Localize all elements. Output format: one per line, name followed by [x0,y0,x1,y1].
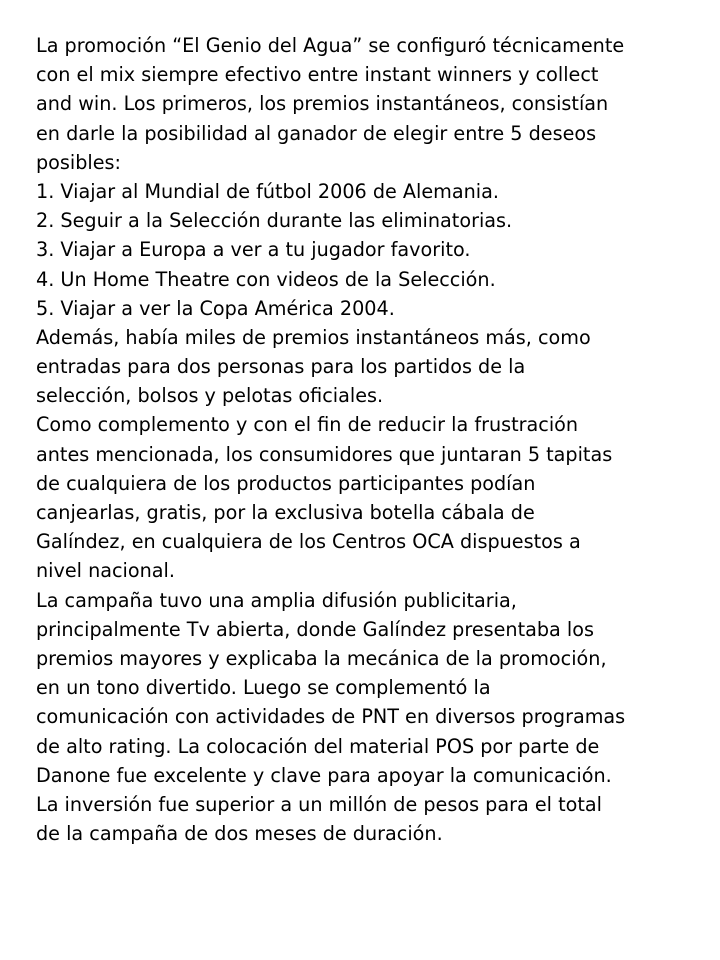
text-line: antes mencionada, los consumidores que juntaran 5 tapitas [36,442,613,466]
text-line: posibles: [36,150,122,174]
document-body [36,31,696,848]
text-line: comunicación con actividades de PNT en diversos programas [36,705,626,729]
text-line: premios mayores y explicaba la mecánica de la promoción, [36,646,607,670]
text-line: en darle la posibilidad al ganador de elegir entre 5 deseos [36,121,597,145]
text-line: nivel nacional. [36,559,175,583]
text-line: Danone fue excelente y clave para apoyar la comunicación. [36,763,612,787]
text-line: de alto rating. La colocación del material POS por parte de [36,734,600,758]
text-line: entradas para dos personas para los partidos de la [36,355,526,379]
text-line: La campaña tuvo una amplia difusión publicitaria, [36,588,517,612]
text-line: La promoción “El Genio del Agua” se configuró técnicamente [36,34,625,57]
text-line: principalmente Tv abierta, donde Galíndez presentaba los [36,617,594,641]
text-line: en un tono divertido. Luego se complementó la [36,676,491,700]
list-item-4: 4. Un Home Theatre con videos de la Selección. [36,267,496,291]
text-line: selección, bolsos y pelotas oficiales. [36,384,384,408]
text-line: de la campaña de dos meses de duración. [36,822,443,846]
text-line: canjearlas, gratis, por la exclusiva botella cábala de [36,501,535,524]
text-line: and win. Los primeros, los premios instantáneos, consistían [36,92,609,116]
list-item-3: 3. Viajar a Europa a ver a tu jugador favorito. [36,238,471,262]
list-item-2: 2. Seguir a la Selección durante las eliminatorias. [36,209,513,233]
text-line: con el mix siempre efectivo entre instant winners y collect [36,63,599,87]
text-line: La inversión fue superior a un millón de pesos para el total [36,792,602,816]
text-line: Como complemento y con el fin de reducir la frustración [36,413,579,437]
list-item-5: 5. Viajar a ver la Copa América 2004. [36,296,395,320]
text-line: Galíndez, en cualquiera de los Centros OCA dispuestos a [36,530,581,554]
text-line: Además, había miles de premios instantáneos más, como [36,325,591,349]
list-item-1: 1. Viajar al Mundial de fútbol 2006 de Alemania. [36,179,499,203]
text-line: de cualquiera de los productos participantes podían [36,471,536,495]
